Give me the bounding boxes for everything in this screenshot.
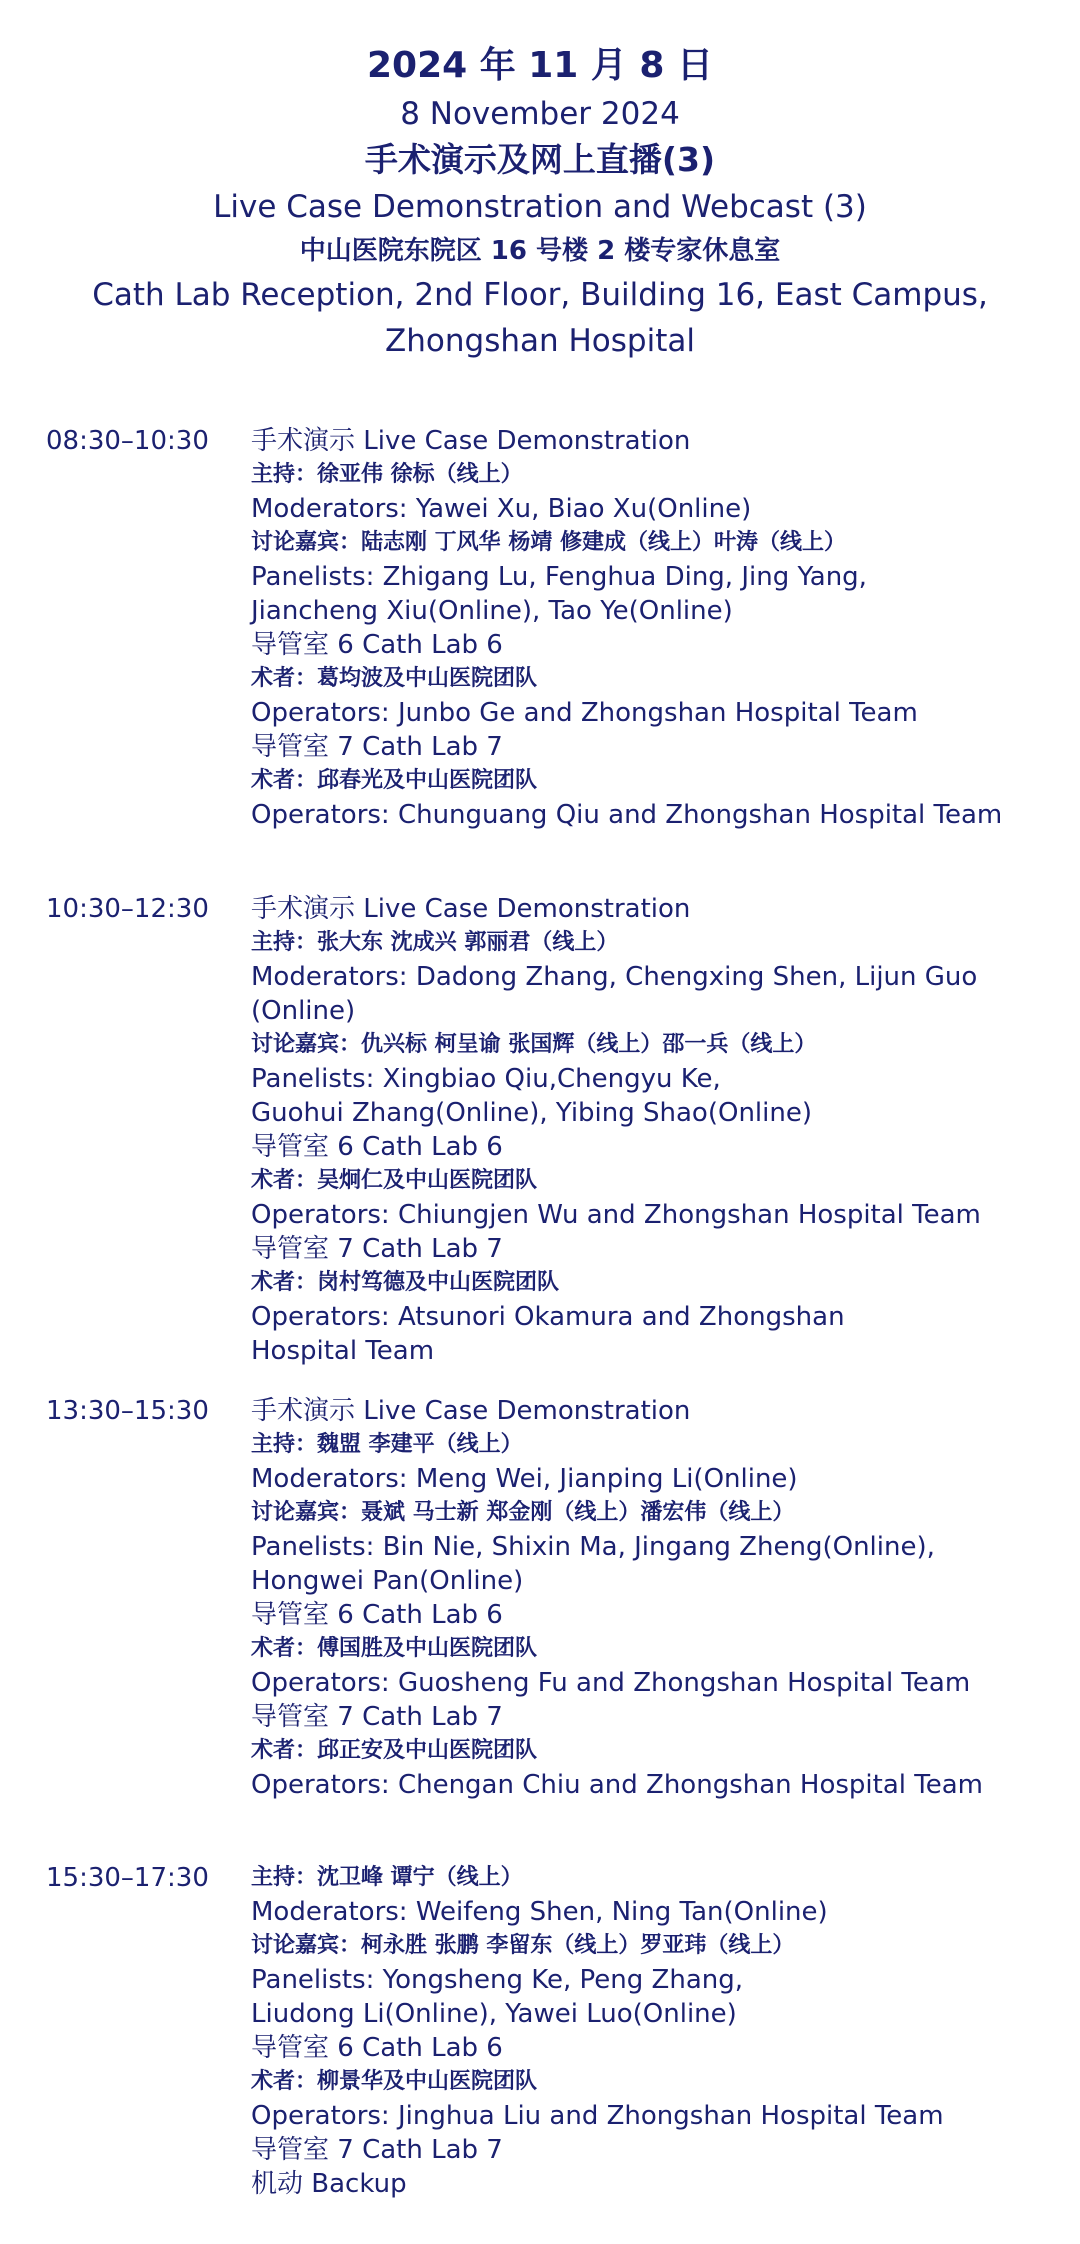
session-time: 10:30–12:30 [46, 894, 209, 924]
moderators-english: Moderators: Yawei Xu, Biao Xu(Online) [251, 494, 752, 524]
panelists-english: Panelists: Bin Nie, Shixin Ma, Jingang Zheng(Online), [251, 1532, 935, 1562]
title-chinese: 手术演示及网上直播(3) [364, 140, 716, 179]
session-time: 15:30–17:30 [46, 1863, 209, 1893]
operators-chinese: 术者：吴炯仁及中山医院团队 [251, 1168, 538, 1193]
title-english: Live Case Demonstration and Webcast (3) [213, 189, 867, 225]
cath-lab-6-label: 导管室 6 Cath Lab 6 [251, 2033, 503, 2063]
panelists-english: Panelists: Yongsheng Ke, Peng Zhang, [251, 1965, 744, 1995]
operators-chinese: 术者：岗村笃德及中山医院团队 [251, 1270, 560, 1295]
operators-chinese: 术者：傅国胜及中山医院团队 [251, 1636, 538, 1661]
cath-lab-6-label: 导管室 6 Cath Lab 6 [251, 1132, 503, 1162]
moderators-chinese: 主持：魏盟 李建平（线上） [251, 1432, 523, 1457]
operators-english: Operators: Junbo Ge and Zhongshan Hospital Team [251, 698, 918, 728]
venue-english-line-1: Cath Lab Reception, 2nd Floor, Building 16, East Campus, [92, 277, 988, 313]
session-title: 手术演示 Live Case Demonstration [251, 426, 691, 456]
cath-lab-6-label: 导管室 6 Cath Lab 6 [251, 1600, 503, 1630]
panelists-english-cont: Jiancheng Xiu(Online), Tao Ye(Online) [251, 596, 733, 626]
session-details [251, 1861, 1061, 2201]
session-details [251, 892, 1061, 1368]
panelists-english: Panelists: Xingbiao Qiu,Chengyu Ke, [251, 1064, 721, 1094]
operators-english: Operators: Guosheng Fu and Zhongshan Hospital Team [251, 1668, 971, 1698]
cath-lab-7-label: 导管室 7 Cath Lab 7 [251, 2135, 503, 2165]
operators-english: Operators: Atsunori Okamura and Zhongshan [251, 1302, 845, 1332]
panelists-chinese: 讨论嘉宾：仇兴标 柯呈谕 张国辉（线上）邵一兵（线上） [251, 1032, 817, 1057]
operators-english: Operators: Chengan Chiu and Zhongshan Hospital Team [251, 1770, 983, 1800]
backup-label: 机动 Backup [251, 2169, 407, 2199]
operators-english: Operators: Chunguang Qiu and Zhongshan Hospital Team [251, 800, 1003, 830]
moderators-english: Moderators: Dadong Zhang, Chengxing Shen, Lijun Guo [251, 962, 978, 992]
cath-lab-6-label: 导管室 6 Cath Lab 6 [251, 630, 503, 660]
cath-lab-7-label: 导管室 7 Cath Lab 7 [251, 1234, 503, 1264]
session-title: 手术演示 Live Case Demonstration [251, 894, 691, 924]
date-chinese: 2024 年 11 月 8 日 [366, 45, 713, 86]
moderators-chinese: 主持：沈卫峰 谭宁（线上） [251, 1865, 523, 1890]
cath-lab-7-label: 导管室 7 Cath Lab 7 [251, 1702, 503, 1732]
operators-chinese: 术者：柳景华及中山医院团队 [251, 2069, 538, 2094]
operators-chinese: 术者：邱正安及中山医院团队 [251, 1738, 538, 1763]
operators-chinese: 术者：葛均波及中山医院团队 [251, 666, 538, 691]
operators-english: Operators: Chiungjen Wu and Zhongshan Hospital Team [251, 1200, 981, 1230]
panelists-english-cont: Guohui Zhang(Online), Yibing Shao(Online) [251, 1098, 812, 1128]
cath-lab-7-label: 导管室 7 Cath Lab 7 [251, 732, 503, 762]
session-title: 手术演示 Live Case Demonstration [251, 1396, 691, 1426]
date-english: 8 November 2024 [400, 96, 680, 132]
operators-chinese: 术者：邱春光及中山医院团队 [251, 768, 538, 793]
moderators-chinese: 主持：徐亚伟 徐标（线上） [251, 462, 523, 487]
panelists-chinese: 讨论嘉宾：聂斌 马士新 郑金刚（线上）潘宏伟（线上） [251, 1500, 795, 1525]
panelists-english: Panelists: Zhigang Lu, Fenghua Ding, Jing Yang, [251, 562, 867, 592]
session-time: 08:30–10:30 [46, 426, 209, 456]
operators-english: Operators: Jinghua Liu and Zhongshan Hospital Team [251, 2101, 944, 2131]
schedule-header [0, 40, 1080, 364]
moderators-english: Moderators: Meng Wei, Jianping Li(Online) [251, 1464, 798, 1494]
session-time: 13:30–15:30 [46, 1396, 209, 1426]
moderators-chinese: 主持：张大东 沈成兴 郭丽君（线上） [251, 930, 619, 955]
operators-english-cont: Hospital Team [251, 1336, 435, 1366]
session-details [251, 424, 1061, 832]
panelists-english-cont: Hongwei Pan(Online) [251, 1566, 524, 1596]
panelists-english-cont: Liudong Li(Online), Yawei Luo(Online) [251, 1999, 737, 2029]
moderators-english: Moderators: Weifeng Shen, Ning Tan(Online) [251, 1897, 828, 1927]
panelists-chinese: 讨论嘉宾：陆志刚 丁风华 杨靖 修建成（线上）叶涛（线上） [251, 530, 846, 555]
venue-chinese: 中山医院东院区 16 号楼 2 楼专家休息室 [299, 236, 781, 266]
session-details [251, 1394, 1061, 1802]
moderators-english-cont: (Online) [251, 996, 356, 1026]
panelists-chinese: 讨论嘉宾：柯永胜 张鹏 李留东（线上）罗亚玮（线上） [251, 1933, 795, 1958]
venue-english-line-2: Zhongshan Hospital [385, 323, 695, 359]
